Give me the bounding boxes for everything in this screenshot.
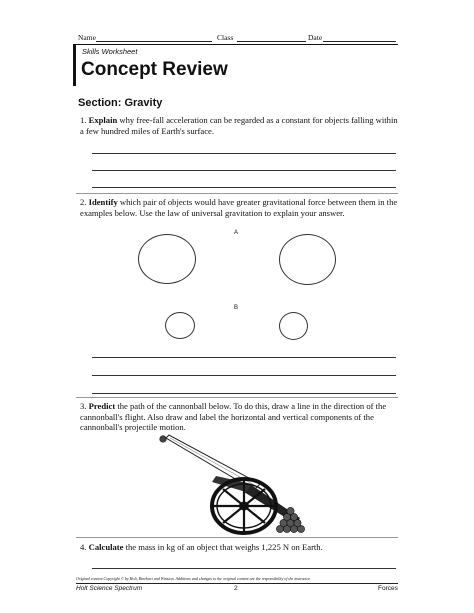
answer-line[interactable] [92, 357, 396, 358]
name-label: Name [78, 33, 96, 42]
example-b-label: B [234, 305, 239, 311]
cannon-illustration [150, 432, 330, 536]
title-bar [73, 44, 76, 86]
question-3 [80, 401, 398, 433]
page-number: 2 [234, 585, 238, 592]
question-divider [76, 537, 398, 538]
answer-line[interactable] [92, 375, 396, 376]
question-text: the mass in kg of an object that weighs 1,225 N on Earth. [123, 542, 323, 552]
footer-rule [76, 583, 398, 584]
footer-publisher: Holt Science Spectrum [76, 585, 143, 592]
class-line[interactable] [237, 41, 306, 42]
question-4 [80, 542, 398, 553]
worksheet-kicker: Skills Worksheet [82, 47, 138, 56]
circle-a-left [138, 234, 196, 284]
circle-a-right [279, 234, 336, 285]
question-verb: Identify [88, 197, 118, 207]
question-divider [76, 193, 398, 194]
question-verb: Explain [88, 115, 118, 125]
answer-line[interactable] [92, 187, 396, 188]
answer-line[interactable] [92, 170, 396, 171]
question-number: 4. [80, 542, 87, 552]
copyright-notice: Original content Copyright © by Holt, Rinehart and Winston. Additions and changes to the original content are the responsibility of the instructor. [76, 576, 311, 581]
page-title: Concept Review [81, 59, 228, 80]
question-number: 1. [80, 115, 87, 125]
question-divider [76, 397, 398, 398]
question-text: why free-fall acceleration can be regarded as a constant for objects falling within a few hundred miles of Earth's surface. [80, 115, 398, 136]
question-text: the path of the cannonball below. To do this, draw a line in the direction of the cannonball's flight. Also draw and label the horizontal and vertical components of the cannonball's projectile motion. [80, 401, 387, 433]
example-a-label: A [234, 230, 239, 236]
question-verb: Calculate [88, 542, 124, 552]
title-top-rule [76, 44, 398, 45]
section-heading: Section: Gravity [78, 97, 163, 109]
circle-b-right [279, 312, 308, 340]
answer-line[interactable] [92, 153, 396, 154]
question-1 [80, 115, 398, 136]
question-number: 2. [80, 197, 87, 207]
class-label: Class [217, 33, 234, 42]
question-2 [80, 197, 398, 218]
footer-chapter: Forces [378, 585, 398, 592]
cannon-wheel [212, 479, 276, 533]
date-line[interactable] [323, 41, 396, 42]
question-verb: Predict [88, 401, 116, 411]
name-line[interactable] [96, 41, 212, 42]
circle-b-left [165, 312, 195, 339]
question-number: 3. [80, 401, 87, 411]
answer-line[interactable] [92, 393, 396, 394]
date-label: Date [308, 33, 323, 42]
answer-line[interactable] [92, 568, 396, 569]
cannonball [160, 436, 167, 443]
question-text: which pair of objects would have greater gravitational force between them in the examples below. Use the law of universal gravitation to explain your answer. [80, 197, 398, 218]
